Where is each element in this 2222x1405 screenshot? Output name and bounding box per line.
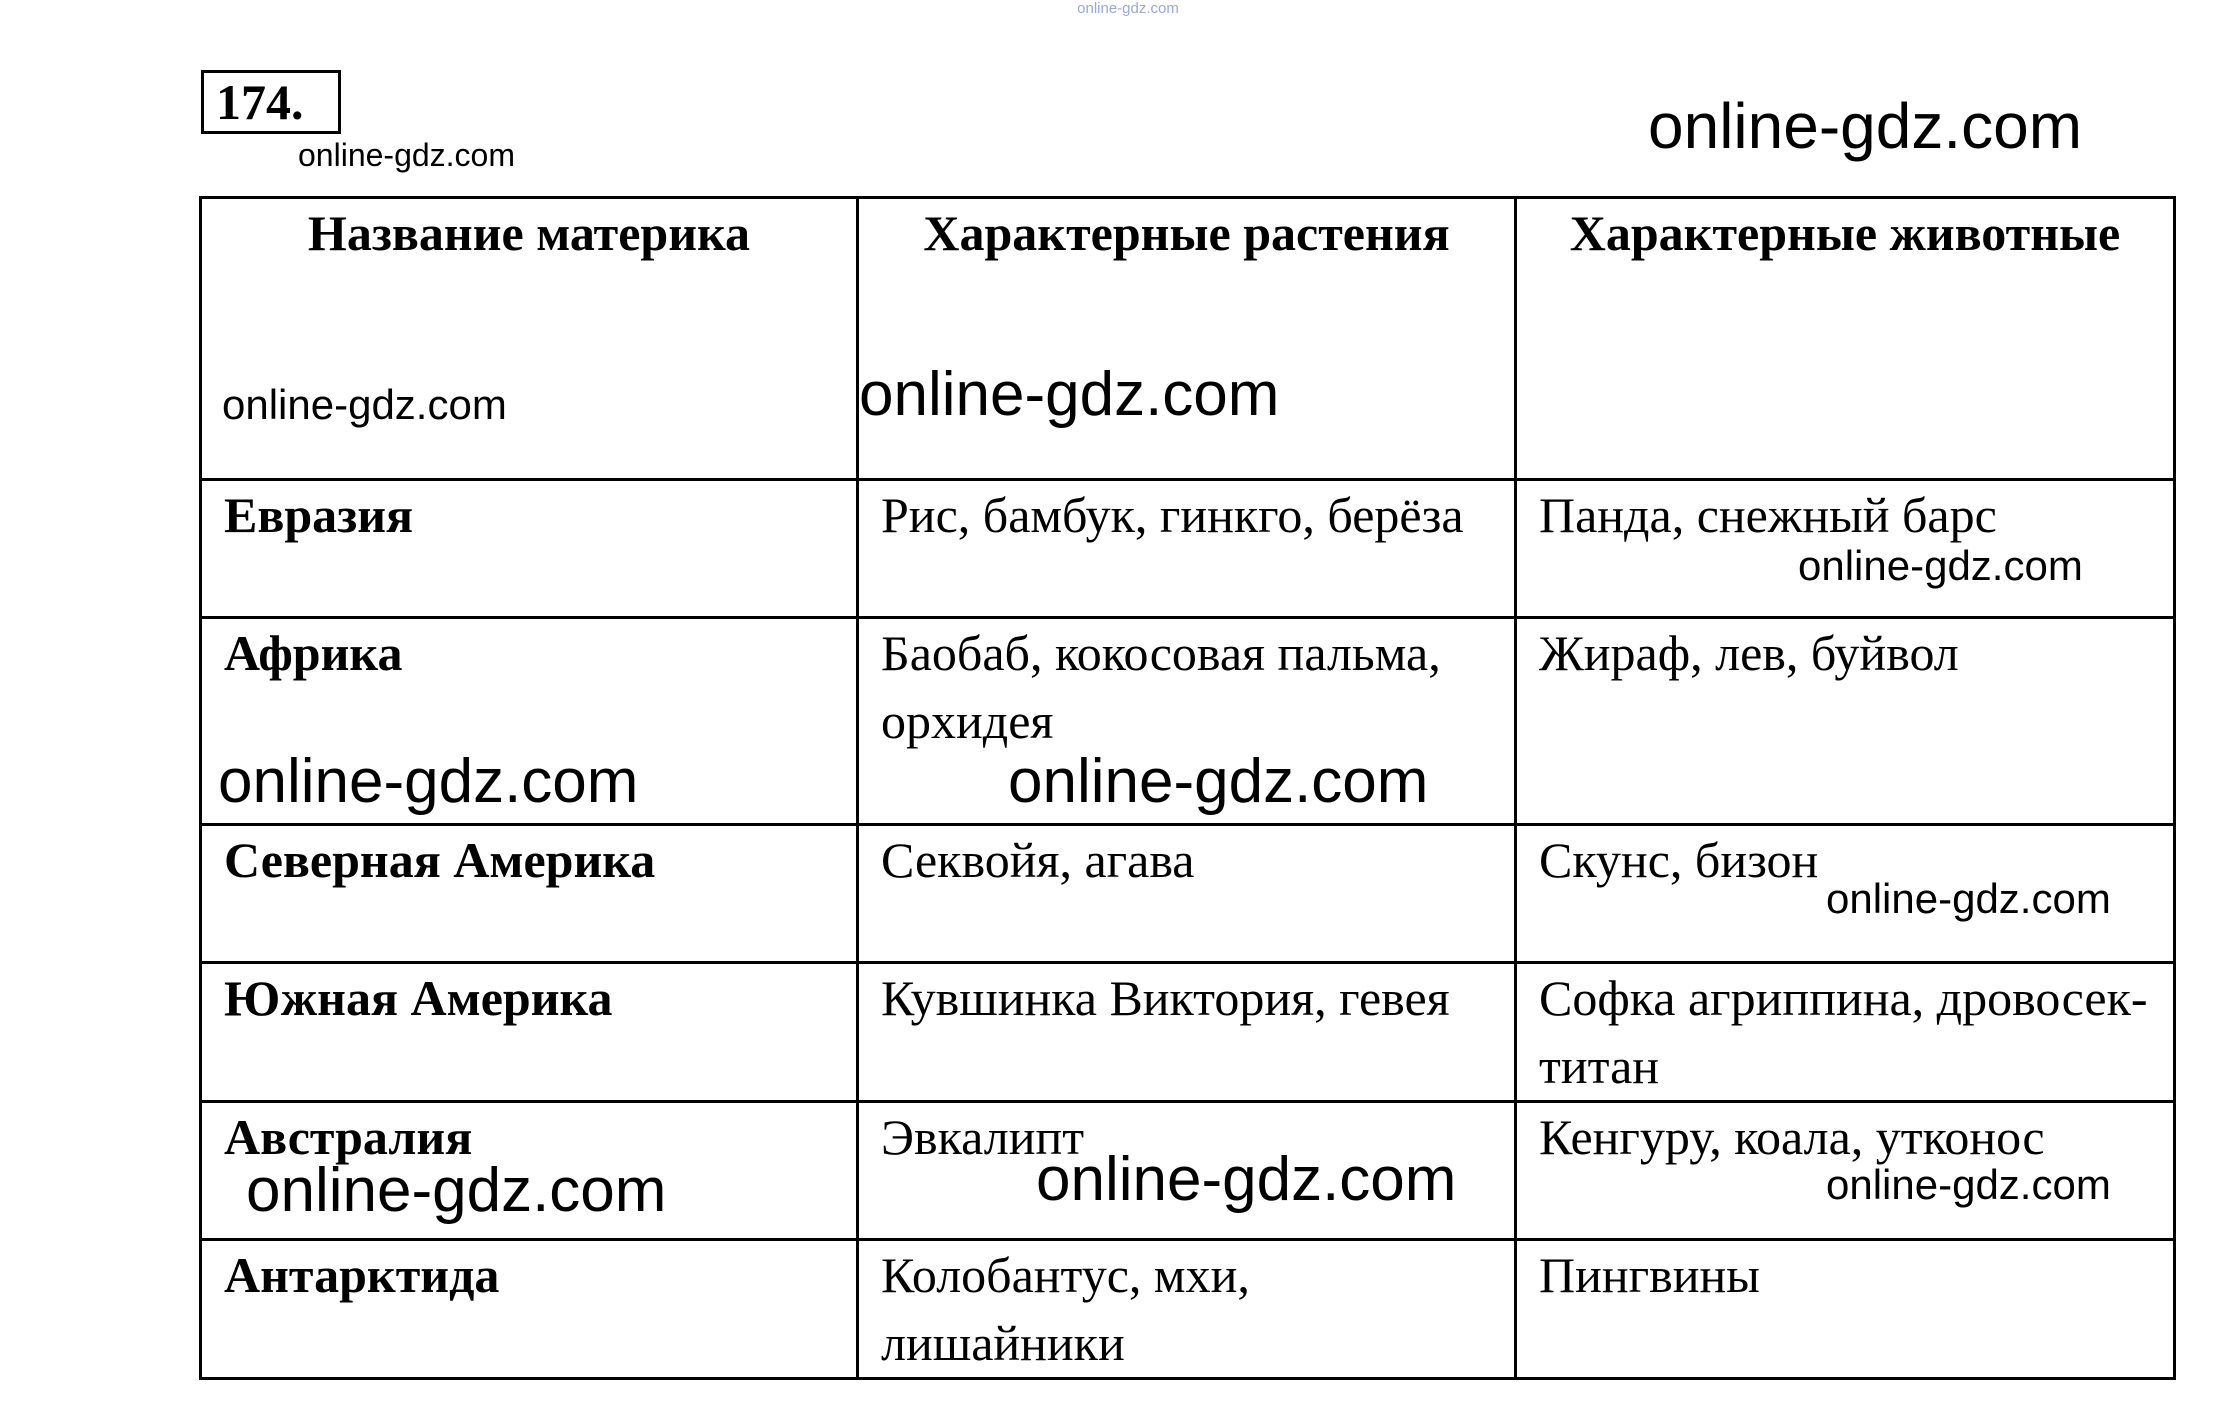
- header-animals: Характерные животные: [1516, 198, 2175, 480]
- continent-cell: Африка: [201, 618, 858, 825]
- plants-cell: Колобантус, мхи, лишайники: [858, 1240, 1516, 1379]
- continent-cell: Евразия: [201, 480, 858, 618]
- continent-cell: Антарктида: [201, 1240, 858, 1379]
- watermark: online-gdz.com: [859, 360, 1280, 429]
- task-number: 174.: [201, 70, 341, 134]
- continent-cell: Северная Америка: [201, 825, 858, 963]
- watermark: online-gdz.com: [218, 747, 639, 816]
- table-row: [201, 1240, 2175, 1379]
- watermark: online-gdz.com: [222, 381, 507, 428]
- table-header-row: [201, 198, 2175, 480]
- plants-cell: Эвкалипт: [858, 1102, 1516, 1240]
- animals-cell: Софка агриппина, дровосек-титан: [1516, 963, 2175, 1102]
- continent-cell: Австралия: [201, 1102, 858, 1240]
- watermark: online-gdz.com: [1036, 1145, 1457, 1214]
- plants-cell: Кувшинка Виктория, гевея: [858, 963, 1516, 1102]
- header-continent: Название материка: [201, 198, 858, 480]
- watermark: online-gdz.com: [298, 137, 515, 173]
- continent-cell: Южная Америка: [201, 963, 858, 1102]
- watermark: online-gdz.com: [1008, 747, 1429, 816]
- animals-cell: Жираф, лев, буйвол: [1516, 618, 2175, 825]
- plants-cell: Баобаб, кокосовая пальма, орхидея: [858, 618, 1516, 825]
- watermark: online-gdz.com: [1826, 1161, 2111, 1208]
- header-plants: Характерные растения: [858, 198, 1516, 480]
- table-row: [201, 963, 2175, 1102]
- animals-cell: Кенгуру, коала, утконос: [1516, 1102, 2175, 1240]
- animals-cell: Пингвины: [1516, 1240, 2175, 1379]
- animals-cell: Скунс, бизон: [1516, 825, 2175, 963]
- watermark: online-gdz.com: [1826, 875, 2111, 922]
- watermark: online-gdz.com: [1798, 542, 2083, 589]
- plants-cell: Рис, бамбук, гинкго, берёза: [858, 480, 1516, 618]
- top-watermark: online-gdz.com: [1077, 0, 1179, 17]
- watermark: online-gdz.com: [246, 1156, 667, 1225]
- plants-cell: Секвойя, агава: [858, 825, 1516, 963]
- watermark: online-gdz.com: [1648, 90, 2082, 162]
- animals-cell: Панда, снежный барс: [1516, 480, 2175, 618]
